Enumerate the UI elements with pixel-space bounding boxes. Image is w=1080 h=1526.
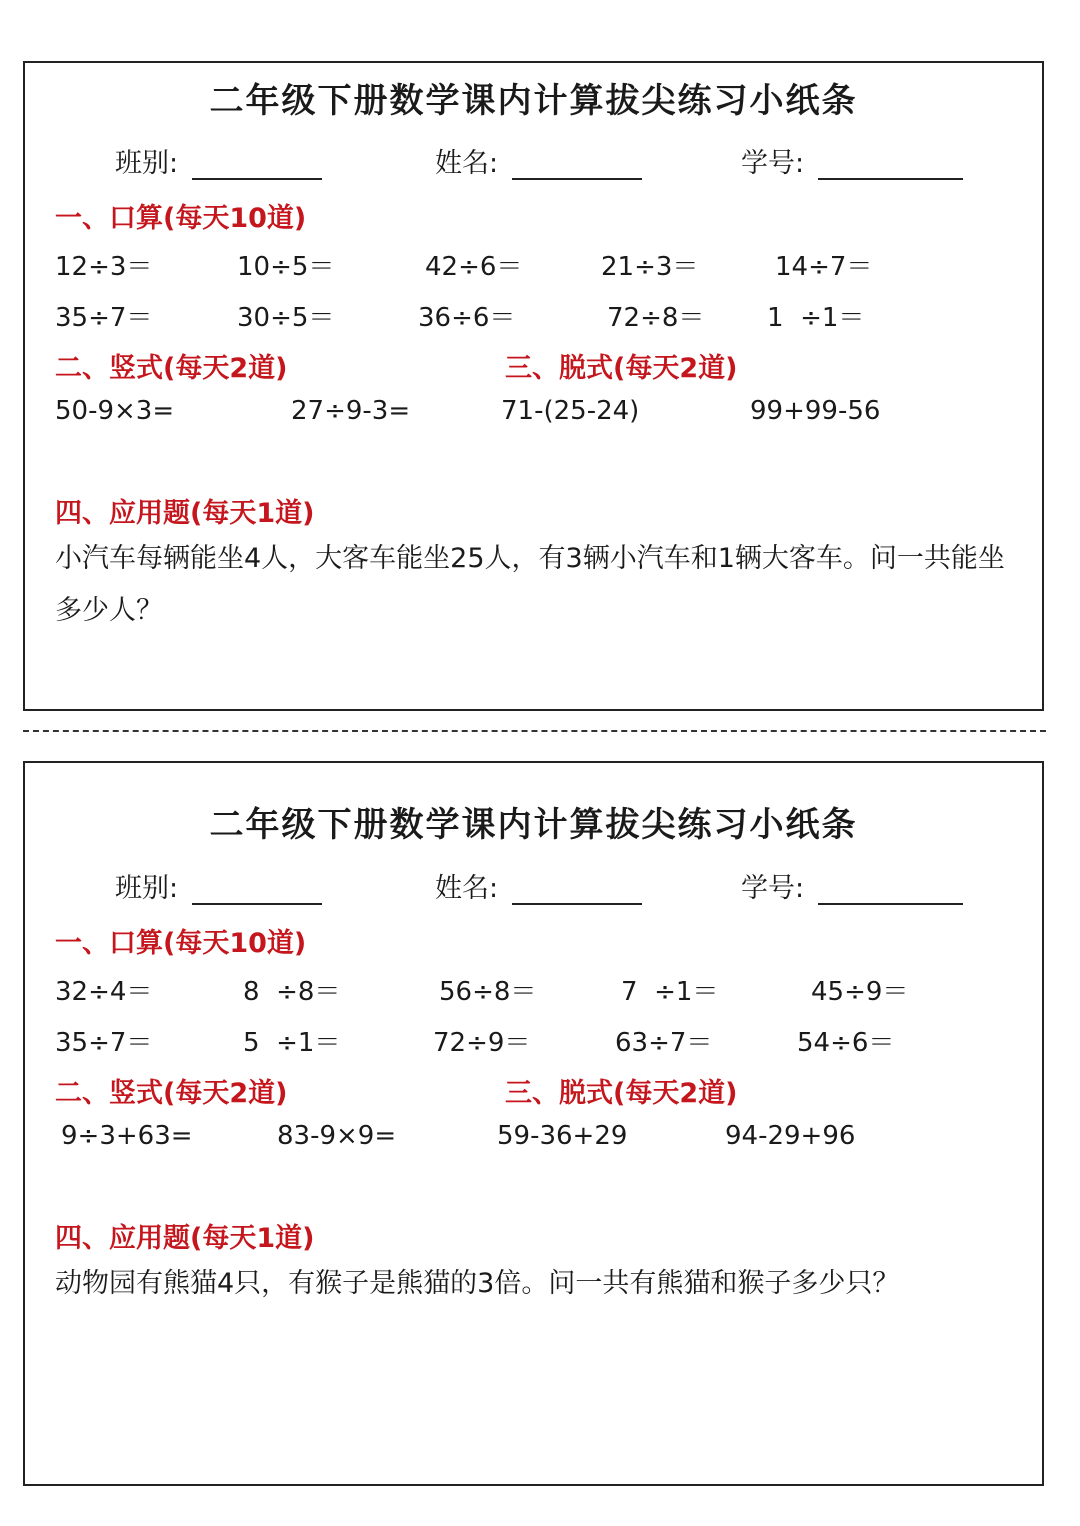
class-blank[interactable]	[192, 156, 322, 180]
slip-title: 二年级下册数学课内计算拔尖练习小纸条	[209, 805, 858, 845]
oral-item: 10÷5＝	[237, 252, 335, 282]
section-bracket-heading: 三、脱式(每天2道)	[505, 353, 738, 384]
oral-item: 7 ÷1＝	[621, 977, 719, 1007]
oral-item: 56÷8＝	[439, 977, 537, 1007]
class-label: 班别:	[115, 873, 179, 904]
section-vertical-heading: 二、竖式(每天2道)	[55, 1078, 288, 1109]
oral-item: 72÷9＝	[433, 1028, 531, 1058]
practice-slip-2	[23, 761, 1044, 1486]
oral-item: 35÷7＝	[55, 1028, 153, 1058]
calc-item: 27÷9-3=	[291, 396, 411, 426]
student-id-blank[interactable]	[818, 881, 963, 905]
student-id-label: 学号:	[741, 148, 805, 179]
class-blank[interactable]	[192, 881, 322, 905]
section-oral-heading: 一、口算(每天10道)	[55, 928, 307, 959]
oral-item: 36÷6＝	[418, 303, 516, 333]
oral-item: 32÷4＝	[55, 977, 153, 1007]
section-word-heading: 四、应用题(每天1道)	[55, 498, 315, 529]
name-label: 姓名:	[435, 873, 499, 904]
oral-item: 14÷7＝	[775, 252, 873, 282]
calc-item: 59-36+29	[497, 1121, 628, 1151]
oral-item: 8 ÷8＝	[243, 977, 341, 1007]
calc-item: 94-29+96	[725, 1121, 856, 1151]
calc-item: 71-(25-24)	[501, 396, 640, 426]
section-vertical-heading: 二、竖式(每天2道)	[55, 353, 288, 384]
oral-item: 30÷5＝	[237, 303, 335, 333]
class-label: 班别:	[115, 148, 179, 179]
name-blank[interactable]	[512, 156, 642, 180]
section-oral-heading: 一、口算(每天10道)	[55, 203, 307, 234]
name-label: 姓名:	[435, 148, 499, 179]
student-id-field	[741, 141, 963, 180]
oral-item: 54÷6＝	[797, 1028, 895, 1058]
calc-item: 9÷3+63=	[61, 1121, 193, 1151]
oral-item: 12÷3＝	[55, 252, 153, 282]
slip-title: 二年级下册数学课内计算拔尖练习小纸条	[209, 81, 858, 121]
oral-item: 35÷7＝	[55, 303, 153, 333]
student-id-field	[741, 866, 963, 905]
section-word-heading: 四、应用题(每天1道)	[55, 1223, 315, 1254]
oral-item: 21÷3＝	[601, 252, 699, 282]
oral-item: 42÷6＝	[425, 252, 523, 282]
cut-line	[23, 730, 1046, 732]
name-field	[435, 866, 642, 905]
calc-item: 83-9×9=	[277, 1121, 397, 1151]
name-field	[435, 141, 642, 180]
oral-item: 1 ÷1＝	[767, 303, 865, 333]
class-field	[115, 141, 322, 180]
name-blank[interactable]	[512, 881, 642, 905]
oral-item: 45÷9＝	[811, 977, 909, 1007]
student-id-label: 学号:	[741, 873, 805, 904]
section-bracket-heading: 三、脱式(每天2道)	[505, 1078, 738, 1109]
oral-item: 5 ÷1＝	[243, 1028, 341, 1058]
class-field	[115, 866, 322, 905]
oral-item: 72÷8＝	[607, 303, 705, 333]
word-problem-text: 小汽车每辆能坐4人，大客车能坐25人，有3辆小汽车和1辆大客车。问一共能坐多少人？	[55, 543, 1005, 626]
calc-item: 99+99-56	[750, 396, 881, 426]
practice-slip-1	[23, 61, 1044, 711]
word-problem-text: 动物园有熊猫4只，有猴子是熊猫的3倍。问一共有熊猫和猴子多少只？	[55, 1268, 900, 1299]
calc-item: 50-9×3=	[55, 396, 175, 426]
oral-item: 63÷7＝	[615, 1028, 713, 1058]
student-id-blank[interactable]	[818, 156, 963, 180]
